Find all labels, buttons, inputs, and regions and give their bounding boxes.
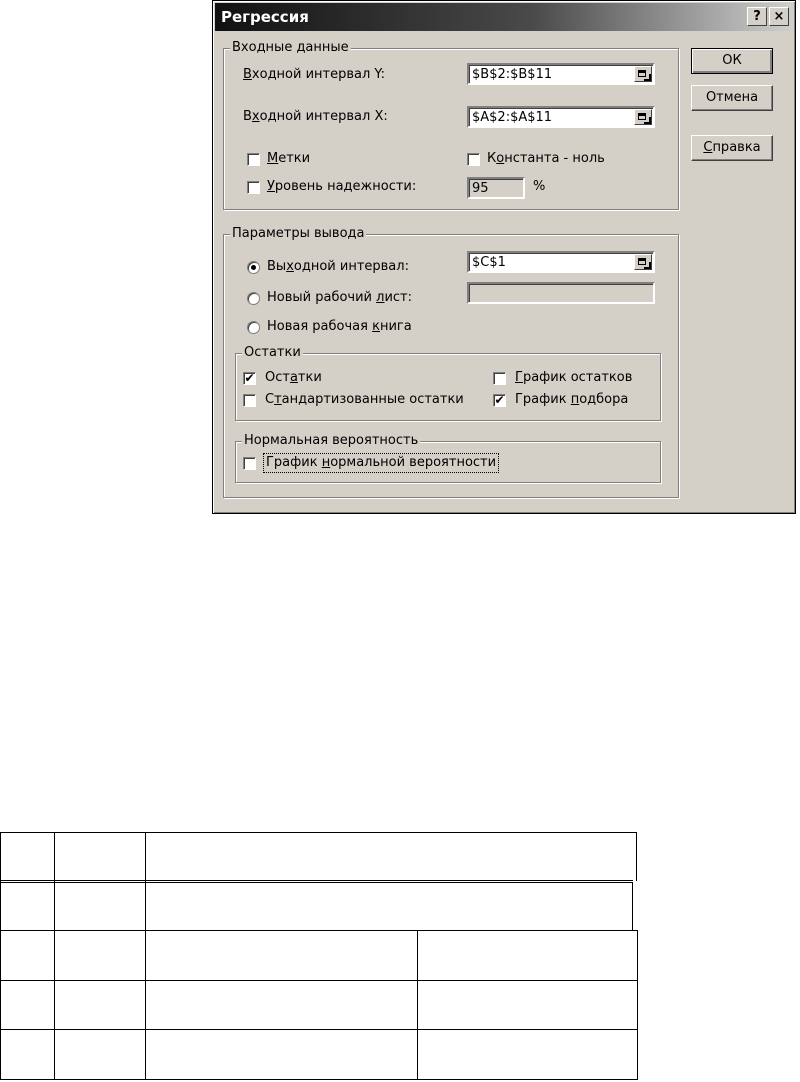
- table-line: [0, 832, 1, 1080]
- confidence-level-input[interactable]: 95: [467, 177, 525, 199]
- constant-zero-label: Константа - ноль: [487, 151, 605, 166]
- confidence-level-checkbox[interactable]: [247, 181, 260, 194]
- cancel-button[interactable]: Отмена: [691, 85, 773, 111]
- normal-probability-group-label: Нормальная вероятность: [244, 433, 419, 448]
- y-range-label: Входной интервал Y:: [243, 67, 386, 82]
- table-line: [0, 832, 637, 833]
- table-line: [0, 930, 638, 931]
- fit-plot-checkbox[interactable]: ✔: [494, 393, 505, 407]
- x-range-input[interactable]: [467, 106, 655, 128]
- collapse-dialog-icon[interactable]: [634, 254, 652, 270]
- ok-button[interactable]: ОК: [691, 48, 773, 74]
- table-line: [632, 882, 633, 930]
- new-sheet-input[interactable]: [467, 282, 655, 304]
- table-line: [417, 930, 418, 1080]
- close-button[interactable]: ×: [769, 7, 789, 26]
- x-range-value: $A$2:$A$11: [472, 110, 553, 125]
- collapse-dialog-icon[interactable]: [634, 109, 652, 125]
- std-residuals-checkbox[interactable]: [243, 394, 256, 407]
- residuals-checkbox[interactable]: ✔: [244, 371, 255, 385]
- std-residuals-label: Стандартизованные остатки: [265, 392, 464, 407]
- input-data-group-label: Входные данные: [232, 40, 349, 55]
- output-range-radio[interactable]: [247, 261, 260, 274]
- table-line: [637, 930, 638, 1080]
- new-sheet-radio[interactable]: [247, 292, 260, 305]
- labels-checkbox[interactable]: [247, 153, 260, 166]
- new-sheet-label: Новый рабочий лист:: [267, 290, 413, 305]
- normal-plot-label: График нормальной вероятности: [263, 453, 499, 473]
- output-range-label: Выходной интервал:: [267, 259, 409, 274]
- y-range-value: $B$2:$B$11: [472, 67, 553, 82]
- table-line: [0, 1079, 638, 1080]
- table-line: [636, 832, 637, 881]
- new-book-label: Новая рабочая книга: [267, 319, 412, 334]
- title-bar[interactable]: [215, 3, 793, 31]
- confidence-level-label: Уровень надежности:: [267, 179, 417, 194]
- residuals-label: Остатки: [265, 370, 322, 385]
- help-button[interactable]: Справка: [691, 135, 773, 161]
- output-range-value: $C$1: [472, 255, 506, 270]
- table-line: [0, 880, 633, 881]
- collapse-dialog-icon[interactable]: [634, 66, 652, 82]
- normal-plot-checkbox[interactable]: [243, 457, 256, 470]
- table-line: [145, 832, 146, 1080]
- table-line: [0, 1029, 638, 1030]
- regression-dialog: [212, 0, 796, 514]
- table-line: [54, 832, 55, 1080]
- residual-plot-checkbox[interactable]: [493, 372, 506, 385]
- fit-plot-label: График подбора: [515, 392, 629, 407]
- residuals-group: [235, 345, 661, 421]
- table-line: [0, 882, 633, 883]
- table-line: [0, 980, 638, 981]
- help-question-button[interactable]: ?: [747, 7, 767, 26]
- new-book-radio[interactable]: [247, 321, 260, 334]
- residuals-group-label: Остатки: [244, 345, 301, 360]
- y-range-input[interactable]: [467, 63, 655, 85]
- percent-label: %: [533, 179, 546, 194]
- output-options-group-label: Параметры вывода: [232, 226, 365, 241]
- residual-plot-label: График остатков: [515, 370, 633, 385]
- dialog-title: Регрессия: [221, 8, 309, 26]
- x-range-label: Входной интервал X:: [243, 109, 388, 124]
- output-range-input[interactable]: [467, 251, 655, 273]
- labels-checkbox-label: Метки: [267, 151, 311, 166]
- constant-zero-checkbox[interactable]: [467, 153, 480, 166]
